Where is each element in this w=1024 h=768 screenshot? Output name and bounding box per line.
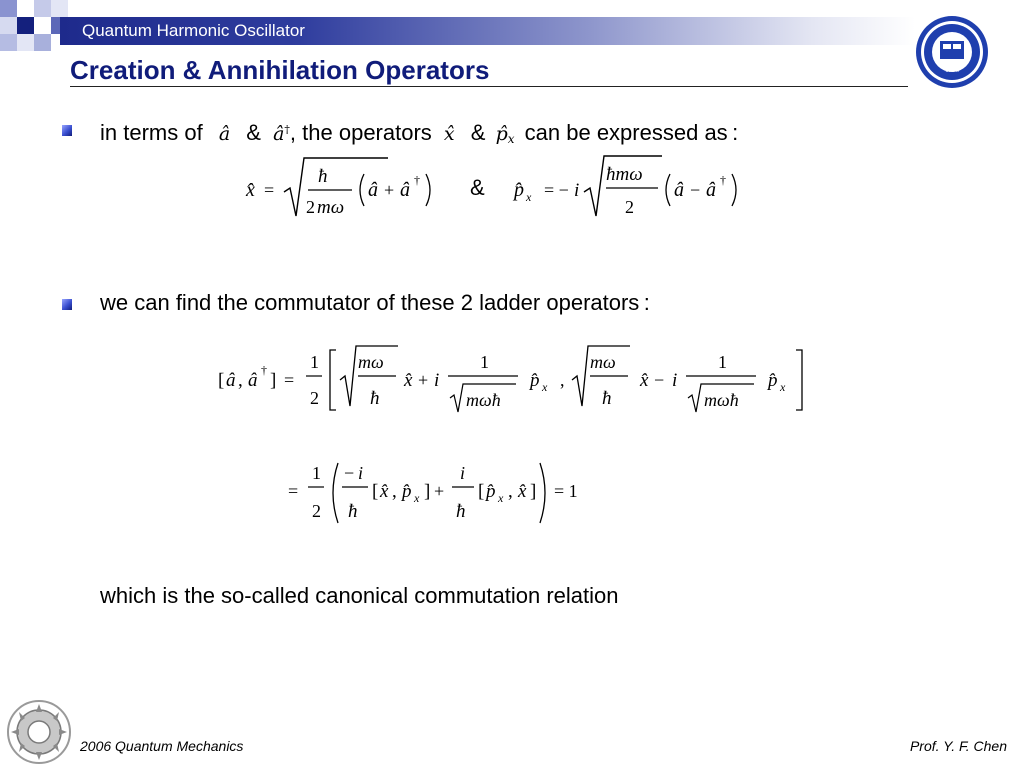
svg-text:2: 2 [306, 197, 315, 217]
svg-text:x̂: x̂ [640, 370, 649, 391]
svg-text:i: i [460, 463, 466, 483]
svg-text:−: − [690, 180, 701, 200]
svg-text:1: 1 [310, 352, 319, 372]
svg-text:i: i [358, 463, 364, 483]
svg-text:p̂: p̂ [530, 370, 540, 391]
svg-text:mω: mω [317, 197, 345, 218]
px-hat-symbol: $p̂_x$ [495, 123, 515, 146]
svg-text:1: 1 [312, 463, 321, 483]
svg-text:ħ: ħ [318, 166, 328, 187]
svg-text:p̂: p̂ [514, 179, 524, 201]
svg-text:+: + [418, 370, 429, 390]
svg-text:â: â [248, 370, 258, 391]
svg-text:â: â [226, 370, 236, 391]
svg-text:ħmω: ħmω [606, 164, 643, 185]
formula-px-hat [510, 150, 750, 230]
svg-text:i: i [672, 370, 678, 391]
svg-text:mωħ: mωħ [466, 390, 501, 410]
svg-text:x: x [526, 190, 532, 204]
header-title: Quantum Harmonic Oscillator [82, 21, 305, 40]
x-hat-symbol: x̂ [443, 123, 455, 145]
svg-text:â: â [706, 179, 716, 201]
footer-author: Prof. Y. F. Chen [909, 738, 1007, 754]
svg-text:†: † [261, 363, 267, 377]
svg-text:ħ: ħ [348, 501, 358, 522]
svg-text:,: , [392, 481, 397, 502]
svg-text:2: 2 [310, 388, 319, 408]
deco-square [0, 0, 17, 17]
deco-square [51, 0, 68, 17]
commutator-expansion [212, 340, 812, 420]
svg-text:x̂: x̂ [380, 481, 389, 502]
a-dagger-symbol: â† [273, 123, 290, 145]
formula-row-amp: & [470, 175, 485, 200]
svg-text:+: + [434, 481, 445, 501]
bullet-1-lead: in terms of [100, 120, 203, 145]
svg-text:i: i [574, 180, 580, 201]
svg-text:= −: = − [544, 180, 569, 200]
bullet-1-tail: can be expressed as : [524, 120, 739, 145]
deco-square [34, 0, 51, 17]
svg-text:[: [ [372, 481, 379, 502]
svg-text:[: [ [218, 370, 225, 391]
svg-text:x: x [414, 491, 420, 505]
bullet-2: we can find the commutator of these 2 ladder operators : [100, 290, 650, 315]
svg-text:ħ: ħ [602, 388, 612, 409]
svg-text:−: − [654, 370, 665, 390]
svg-text:1: 1 [718, 352, 727, 372]
svg-text:x̂: x̂ [404, 370, 413, 391]
svg-text:â: â [674, 179, 684, 201]
svg-text:†: † [720, 173, 726, 187]
bullet-1 [100, 117, 738, 152]
title-rule [70, 86, 908, 87]
bullet-1-mid: , the operators [289, 120, 432, 145]
svg-text:=: = [288, 481, 299, 501]
seal-year: 1896 [945, 66, 959, 74]
svg-text:†: † [414, 173, 420, 187]
svg-text:â: â [400, 179, 410, 201]
svg-text:ħ: ħ [456, 501, 466, 522]
footer-course: 2006 Quantum Mechanics [80, 738, 244, 754]
svg-text:ħ: ħ [370, 388, 380, 409]
bullet-1-amp: & [246, 120, 261, 145]
svg-text:]: ] [424, 481, 431, 502]
svg-text:â: â [368, 179, 378, 201]
svg-text:[: [ [478, 481, 485, 502]
svg-text:p̂: p̂ [486, 481, 496, 502]
svg-text:x: x [780, 380, 786, 394]
deco-square [34, 34, 51, 51]
deco-square [17, 34, 34, 51]
svg-text:i: i [434, 370, 440, 391]
svg-text:mω: mω [590, 352, 616, 372]
svg-text:−: − [344, 463, 355, 483]
gear-logo [4, 698, 74, 766]
university-seal-logo [914, 14, 990, 90]
svg-text:,: , [508, 481, 513, 502]
conclusion-text: which is the so-called canonical commutation relation [100, 583, 619, 608]
a-hat-symbol: â [218, 123, 231, 145]
svg-text:]: ] [530, 481, 537, 502]
bullet-marker [62, 125, 72, 136]
deco-square [0, 17, 17, 34]
svg-text:2: 2 [312, 501, 321, 521]
bullet-marker [62, 299, 72, 310]
slide-title: Creation & Annihilation Operators [70, 55, 490, 85]
formula-x-hat [240, 150, 450, 230]
deco-square [17, 17, 34, 34]
svg-text:x: x [498, 491, 504, 505]
svg-text:+: + [384, 180, 395, 200]
svg-text:2: 2 [625, 197, 634, 217]
svg-text:mωħ: mωħ [704, 390, 739, 410]
svg-text:=: = [264, 180, 275, 200]
svg-text:,: , [560, 370, 565, 390]
svg-text:]: ] [270, 370, 277, 391]
svg-text:1: 1 [480, 352, 489, 372]
svg-text:x̂: x̂ [518, 481, 527, 502]
svg-text:mω: mω [358, 352, 384, 372]
bullet-1-amp2: & [470, 120, 486, 145]
svg-text:p̂: p̂ [768, 370, 778, 391]
svg-text:x̂: x̂ [246, 179, 255, 201]
svg-text:= 1: = 1 [554, 481, 578, 501]
svg-text:,: , [238, 370, 243, 391]
commutator-result [284, 455, 594, 535]
svg-text:x: x [542, 380, 548, 394]
svg-text:=: = [284, 370, 295, 390]
deco-square [0, 34, 17, 51]
svg-text:p̂: p̂ [402, 481, 412, 502]
